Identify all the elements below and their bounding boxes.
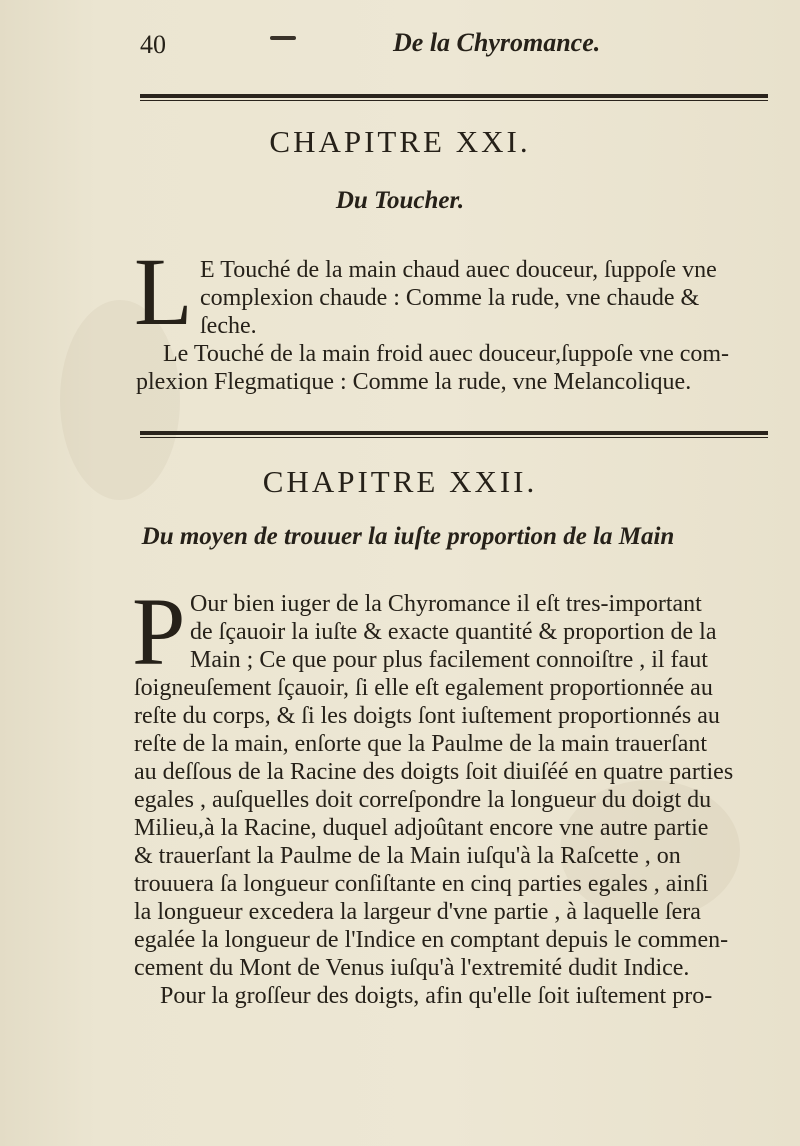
text-line: plexion Flegmatique : Comme la rude, vne Melancolique. [136, 369, 692, 395]
text-line: Le Touché de la main froid auec douceur,ſuppoſe vne com- [163, 341, 730, 367]
text-line: reſte du corps, & ſi les doigts ſont iuſtement proportionnés au [134, 703, 720, 729]
drop-cap: L [134, 238, 193, 345]
text-line: Main ; Ce que pour plus facilement connoiſtre , il faut [190, 647, 708, 673]
ornament-dash [270, 36, 296, 40]
text-line: egalée la longueur de l'Indice en comptant depuis le commen- [134, 927, 729, 953]
page-number: 40 [140, 30, 166, 59]
running-head [0, 26, 800, 66]
text-line: complexion chaude : Comme la rude, vne chaude & [200, 285, 700, 311]
chapter-21-subtitle: Du Toucher. [335, 187, 465, 214]
chapter-22-subtitle: Du moyen de trouuer la iuſte proportion de la Main [141, 523, 675, 550]
chapter-rule [140, 94, 768, 98]
text-line: Our bien iuger de la Chyromance il eſt tres-important [190, 591, 702, 617]
text-line: Milieu,à la Racine, duquel adjoûtant encore vne autre partie [134, 815, 709, 841]
text-line: trouuera ſa longueur conſiſtante en cinq parties egales , ainſi [134, 871, 709, 897]
text-line: ſeche. [200, 313, 257, 339]
drop-cap: P [132, 578, 186, 685]
text-line: de ſçauoir la iuſte & exacte quantité & proportion de la [190, 619, 717, 645]
text-line: au deſſous de la Racine des doigts ſoit diuiſéé en quatre parties [134, 759, 734, 785]
text-line: & trauerſant la Paulme de la Main iuſqu'à la Raſcette , on [134, 843, 681, 869]
text-line: la longueur excedera la largeur d'vne partie , à laquelle ſera [134, 899, 701, 925]
chapter-21-heading: CHAPITRE XXI. [269, 124, 531, 159]
chapter-rule [140, 431, 768, 435]
text-line: reſte de la main, enſorte que la Paulme de la main trauerſant [134, 731, 708, 757]
text-line: egales , auſquelles doit correſpondre la longueur du doigt du [134, 787, 712, 813]
chapter-22-heading: CHAPITRE XXII. [262, 464, 538, 499]
text-line: ſoigneuſement ſçauoir, ſi elle eſt egalement proportionnée au [134, 675, 713, 701]
text-line: cement du Mont de Venus iuſqu'à l'extremité dudit Indice. [134, 955, 690, 981]
text-line: E Touché de la main chaud auec douceur, ſuppoſe vne [200, 257, 717, 283]
text-line: Pour la groſſeur des doigts, afin qu'elle ſoit iuſtement pro- [160, 983, 713, 1009]
running-title: De la Chyromance. [393, 28, 601, 57]
